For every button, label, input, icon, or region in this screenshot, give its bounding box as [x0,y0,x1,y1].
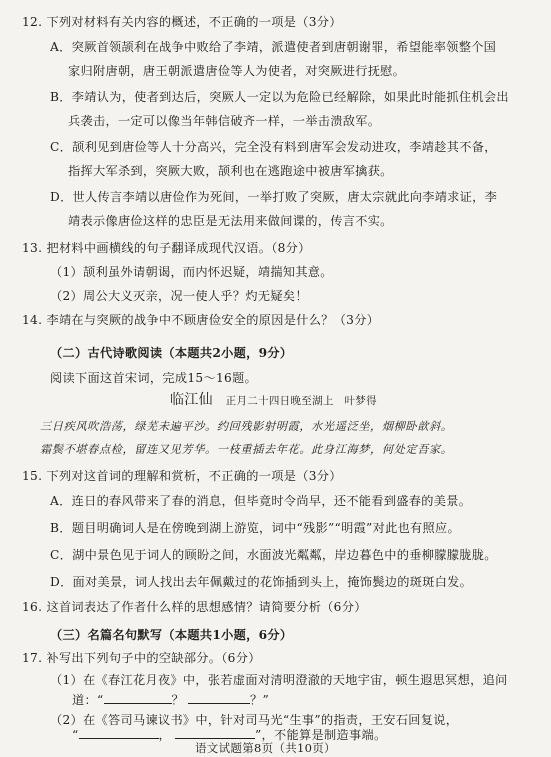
q16-stem: 16. 这首词表达了作者什么样的思想感情？请简要分析（6分） [22,600,367,614]
q17-part1-suffix: ？” [250,693,270,707]
q12-option-d-line2: 靖表示像唐俭这样的忠臣是无法用来做间谍的，传言不实。 [68,214,393,228]
q14-stem: 14. 李靖在与突厥的战争中不顾唐俭安全的原因是什么？（3分） [22,313,380,327]
answer-blank-2[interactable] [188,692,250,704]
q12-option-b-line2: 兵袭击，一定可以像当年韩信破齐一样，一举击溃敌军。 [68,114,381,128]
q17-part1-mid: ？ [171,693,185,707]
q17-stem: 17. 补写出下列句子中的空缺部分。（6分） [22,651,261,665]
poem-title: 临江仙 [170,392,213,408]
q15-option-d: D．面对美景，词人找出去年佩戴过的花饰插到头上，掩饰鬓边的斑斑白发。 [50,575,473,589]
q12-option-a-line1: A．突厥首领颉利在战争中败给了李靖，派遣使者到唐朝谢罪，希望能率领整个国 [50,40,497,54]
q12-option-d-line1: D．世人传言李靖以唐俭作为死间，一举打败了突厥，唐太宗就此向李靖求证，李 [50,190,498,204]
q15-option-b: B．题目明确词人是在傍晚到湖上游览，词中“残影”“明霞”对此也有照应。 [50,521,461,535]
q17-part1-line2 [72,692,269,708]
q15-option-c: C．湖中景色见于词人的顾盼之间，水面波光粼粼，岸边暮色中的垂柳朦朦胧胧。 [50,548,497,562]
q17-part1-prefix: 道：“ [72,693,104,707]
poem-title-line [170,392,377,409]
q13-stem: 13. 把材料中画横线的句子翻译成现代汉语。（8分） [22,241,311,255]
q12-option-b-line1: B．李靖认为，使者到达后，突厥人一定以为危险已经解除，如果此时能抓住机会出 [50,90,509,104]
q15-stem: 15. 下列对这首词的理解和赏析，不正确的一项是（3分） [22,469,342,483]
answer-blank-3[interactable] [79,727,159,739]
section3-heading: （三）名篇名句默写（本题共1小题，6分） [50,628,293,642]
q17-part2-suffix: ”，不能算是制造事端。 [255,728,387,742]
q17-part2-line1: （2）在《答司马谏议书》中，针对司马光“生事”的指责，王安石回复说， [50,713,459,727]
poem-line-1: 三日疾风吹浩荡，绿芜未遍平沙。约回残影射明霞，水光遥泛坐，烟柳卧歆斜。 [40,420,453,433]
q12-option-a-line2: 家归附唐朝，唐王朝派遣唐俭等人为使者，对突厥进行抚慰。 [68,64,406,78]
section2-heading: （二）古代诗歌阅读（本题共2小题，9分） [50,346,293,360]
q13-sentence-1: （1）颉利虽外请朝谒，而内怀迟疑，靖揣知其意。 [50,265,333,279]
q13-sentence-2: （2）周公大义灭亲，况一使人乎？灼无疑矣！ [50,289,308,303]
poem-line-2: 霜鬓不堪春点检，留连又见芳华。一枝重插去年花。此身江海梦，何处定吾家。 [40,443,453,456]
poem-note: 正月二十四日晚至湖上 叶梦得 [225,395,377,407]
page-footer: 语文试题第8页（共10页） [195,741,336,755]
answer-blank-1[interactable] [104,692,172,704]
q15-option-a: A．连日的春风带来了春的消息，但毕竟时令尚早，还不能看到盛春的美景。 [50,494,472,508]
q17-part1-line1: （1）在《春江花月夜》中，张若虚面对清明澄澈的天地宇宙，顿生遐思冥想，追问 [50,673,508,687]
q12-stem: 12. 下列对材料有关内容的概述，不正确的一项是（3分） [22,15,342,29]
q12-option-c-line2: 指挥大军杀到，突厥大败，颉利也在逃跑途中被唐军擒获。 [68,164,393,178]
q17-part2-mid: ， [158,728,172,742]
q12-option-c-line1: C．颉利见到唐俭等人十分高兴，完全没有料到唐军会发动进攻，李靖趁其不备， [50,140,497,154]
section2-intro: 阅读下面这首宋词，完成15～16题。 [50,371,258,385]
q17-part2-prefix: “ [72,728,79,742]
answer-blank-4[interactable] [175,727,255,739]
